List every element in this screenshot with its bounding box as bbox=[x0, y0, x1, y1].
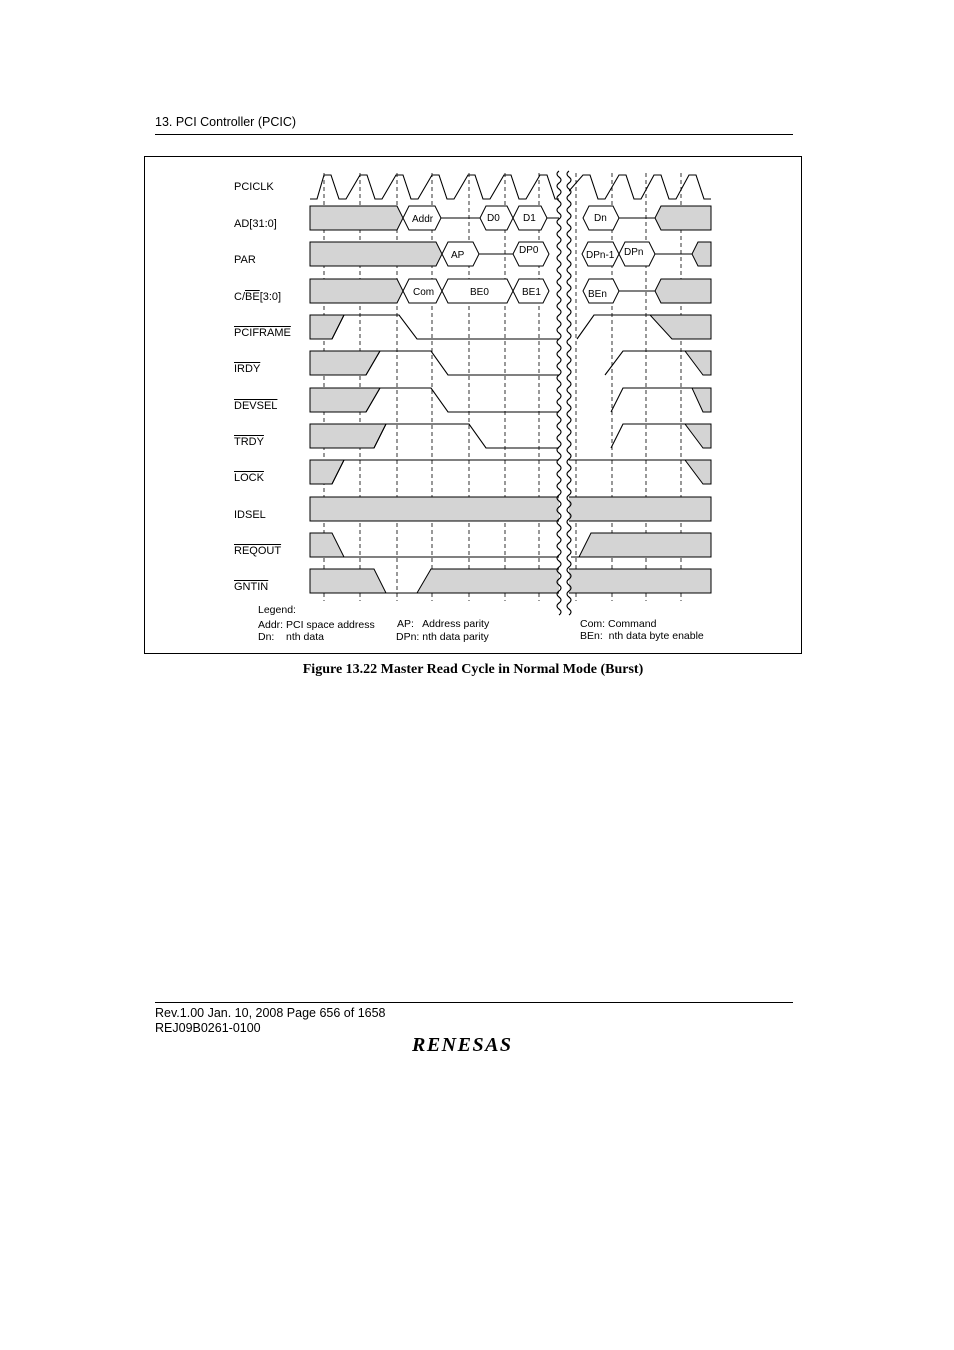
footer-doc-number: REJ09B0261-0100 bbox=[155, 1021, 261, 1035]
lock-shade-start bbox=[310, 460, 344, 484]
ad-label-d1: D1 bbox=[523, 213, 536, 224]
par-label-dpn: DPn bbox=[624, 247, 644, 258]
irdy-shade-end bbox=[685, 351, 711, 375]
footer-revision: Rev.1.00 Jan. 10, 2008 Page 656 of 1658 bbox=[155, 1006, 386, 1020]
devsel-shade-start bbox=[310, 388, 380, 412]
devsel-shade-end bbox=[692, 388, 711, 412]
reqout-shade-end bbox=[579, 533, 711, 557]
cbe-shade-start bbox=[310, 279, 403, 303]
signal-label-devsel: DEVSEL bbox=[234, 400, 278, 412]
signal-label-idsel: IDSEL bbox=[234, 509, 266, 521]
legend-ben: BEn: nth data byte enable bbox=[580, 630, 704, 642]
cbe-label-com: Com bbox=[413, 287, 435, 298]
irdy-waveform bbox=[366, 351, 685, 375]
par-label-dpn-1: DPn-1 bbox=[586, 250, 615, 261]
pciframe-shade-start bbox=[310, 315, 344, 339]
ad-label-d0: D0 bbox=[487, 213, 500, 224]
running-header: 13. PCI Controller (PCIC) bbox=[155, 115, 297, 129]
signal-label-ad: AD[31:0] bbox=[234, 218, 277, 230]
legend-title: Legend: bbox=[258, 604, 296, 616]
legend-dpn: DPn: nth data parity bbox=[396, 631, 489, 643]
lock-waveform bbox=[332, 460, 685, 484]
logo-wordmark: RENESAS bbox=[412, 1034, 513, 1055]
signal-label-irdy: IRDY bbox=[234, 363, 261, 375]
signal-label-pciclk: PCICLK bbox=[234, 181, 274, 193]
signal-label-reqout: REQOUT bbox=[234, 545, 282, 557]
signal-label-cbe: $C/\overline{BE}[3:0]$ bbox=[234, 291, 282, 303]
signal-label-gntin: GNTIN bbox=[234, 581, 269, 593]
trdy-waveform bbox=[374, 424, 685, 448]
pciframe-shade-end bbox=[650, 315, 711, 339]
legend-dn: Dn: nth data bbox=[258, 631, 324, 643]
footer-rule bbox=[155, 1002, 793, 1003]
ad-shade-start bbox=[310, 206, 403, 230]
idsel-shade bbox=[310, 497, 711, 521]
renesas-logo bbox=[410, 1033, 534, 1055]
reqout-shade-start bbox=[310, 533, 344, 557]
signal-label-par: PAR bbox=[234, 254, 256, 266]
signal-label-pciframe: PCIFRAME bbox=[234, 327, 291, 339]
gntin-shade-start bbox=[310, 569, 386, 593]
trdy-shade-end bbox=[685, 424, 711, 448]
trdy-shade-start bbox=[310, 424, 386, 448]
legend-ap: AP: Address parity bbox=[397, 618, 490, 630]
cbe-label-ben: BEn bbox=[588, 289, 607, 300]
figure-caption: Figure 13.22 Master Read Cycle in Normal Mode (Burst) bbox=[302, 662, 644, 677]
pciclk-waveform bbox=[310, 175, 711, 199]
signal-label-lock: LOCK bbox=[234, 472, 264, 484]
legend-com: Com: Command bbox=[580, 618, 657, 630]
devsel-waveform bbox=[366, 388, 692, 412]
cbe-shade-end bbox=[655, 279, 711, 303]
ad-label-addr: Addr bbox=[412, 214, 434, 225]
par-label-dp0: DP0 bbox=[519, 245, 539, 256]
timing-diagram-frame bbox=[144, 156, 802, 654]
legend-addr: Addr: PCI space address bbox=[258, 619, 375, 631]
signal-label-trdy: TRDY bbox=[234, 436, 264, 448]
lock-shade-end bbox=[685, 460, 711, 484]
par-shade-end bbox=[692, 242, 711, 266]
par-label-ap: AP bbox=[451, 250, 465, 261]
ad-label-dn: Dn bbox=[594, 213, 607, 224]
ad-shade-end bbox=[655, 206, 711, 230]
pciframe-waveform bbox=[332, 315, 650, 339]
cbe-label-be0: BE0 bbox=[470, 287, 489, 298]
cbe-label-be1: BE1 bbox=[522, 287, 541, 298]
irdy-shade-start bbox=[310, 351, 380, 375]
header-rule bbox=[155, 134, 793, 135]
par-shade-start bbox=[310, 242, 442, 266]
